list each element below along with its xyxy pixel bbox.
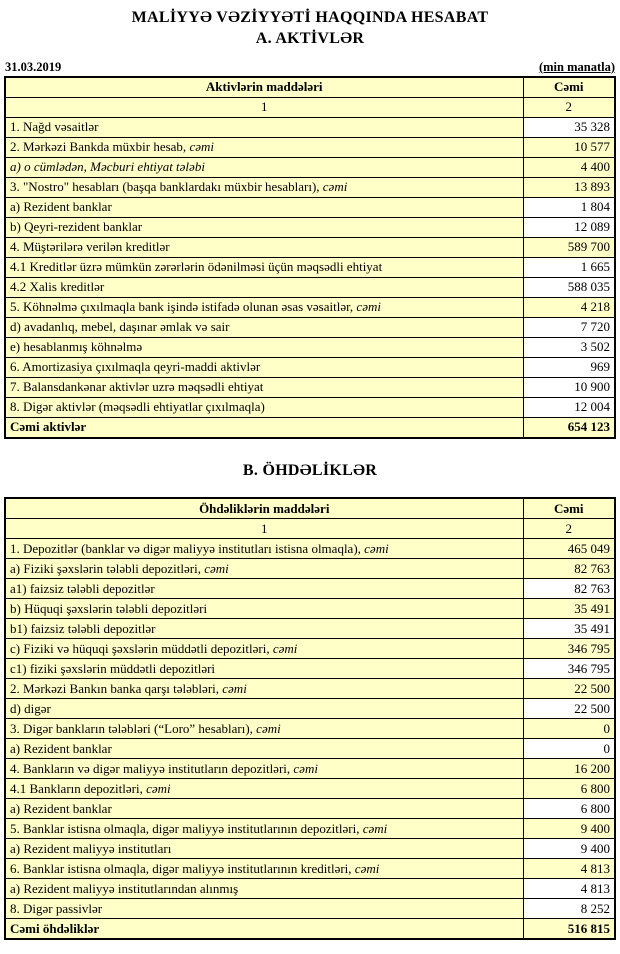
row-label: a) o cümlədən, Məcburi ehtiyat tələbi bbox=[5, 157, 523, 177]
table-row bbox=[5, 337, 615, 357]
row-value: 35 328 bbox=[523, 117, 615, 137]
row-value: 9 400 bbox=[523, 819, 615, 839]
liabilities-col-index-1: 1 bbox=[5, 519, 523, 539]
table-row bbox=[5, 779, 615, 799]
row-label: a) Fiziki şəxslərin tələbli depozitləri, cəmi bbox=[5, 559, 523, 579]
row-value: 35 491 bbox=[523, 619, 615, 639]
meta-row bbox=[5, 60, 615, 75]
table-row bbox=[5, 599, 615, 619]
row-value: 16 200 bbox=[523, 759, 615, 779]
assets-index-row bbox=[5, 97, 615, 117]
assets-col-header: Aktivlərin maddələri bbox=[5, 77, 523, 98]
table-row bbox=[5, 297, 615, 317]
row-value: 346 795 bbox=[523, 639, 615, 659]
table-row bbox=[5, 157, 615, 177]
table-row bbox=[5, 579, 615, 599]
table-row bbox=[5, 919, 615, 940]
row-label: d) digər bbox=[5, 699, 523, 719]
table-row bbox=[5, 899, 615, 919]
row-value: 13 893 bbox=[523, 177, 615, 197]
table-row bbox=[5, 257, 615, 277]
row-label: 3. "Nostro" hesabları (başqa banklardakı müxbir hesabları), cəmi bbox=[5, 177, 523, 197]
row-label: 4.1 Bankların depozitləri, cəmi bbox=[5, 779, 523, 799]
unit-note: (min manatla) bbox=[538, 59, 615, 74]
table-row bbox=[5, 357, 615, 377]
table-row bbox=[5, 719, 615, 739]
assets-header-row bbox=[5, 77, 615, 98]
table-row bbox=[5, 559, 615, 579]
row-value: 82 763 bbox=[523, 559, 615, 579]
table-row bbox=[5, 217, 615, 237]
row-label: 2. Mərkəzi Bankın banka qarşı tələbləri, cəmi bbox=[5, 679, 523, 699]
table-row bbox=[5, 679, 615, 699]
liabilities-index-row bbox=[5, 519, 615, 539]
row-value: 588 035 bbox=[523, 277, 615, 297]
row-value: 9 400 bbox=[523, 839, 615, 859]
row-value: 346 795 bbox=[523, 659, 615, 679]
row-value: 4 400 bbox=[523, 157, 615, 177]
table-row bbox=[5, 197, 615, 217]
assets-col-index-2: 2 bbox=[523, 97, 615, 117]
liabilities-header-row bbox=[5, 498, 615, 519]
row-label: 4. Müştərilərə verilən kreditlər bbox=[5, 237, 523, 257]
table-row bbox=[5, 619, 615, 639]
row-label: a) Rezident maliyyə institutlarından alınmış bbox=[5, 879, 523, 899]
table-row bbox=[5, 759, 615, 779]
row-value: 0 bbox=[523, 719, 615, 739]
liabilities-col-index-2: 2 bbox=[523, 519, 615, 539]
section-a-title: A. AKTİVLƏR bbox=[255, 29, 365, 47]
report-date: 31.03.2019 bbox=[5, 59, 62, 74]
row-value: 22 500 bbox=[523, 699, 615, 719]
assets-col-index-1: 1 bbox=[5, 97, 523, 117]
liabilities-table-body bbox=[5, 539, 615, 940]
section-b-title: B. ÖHDƏLİKLƏR bbox=[242, 461, 378, 479]
row-label: 1. Depozitlər (banklar və digər maliyyə institutları istisna olmaqla), cəmi bbox=[5, 539, 523, 559]
row-label: d) avadanlıq, mebel, daşınar əmlak və sair bbox=[5, 317, 523, 337]
table-row bbox=[5, 659, 615, 679]
row-value: 516 815 bbox=[523, 919, 615, 940]
row-value: 1 804 bbox=[523, 197, 615, 217]
assets-table-body bbox=[5, 117, 615, 438]
liabilities-table bbox=[4, 497, 616, 940]
row-value: 82 763 bbox=[523, 579, 615, 599]
liabilities-col-header: Öhdəliklərin maddələri bbox=[5, 498, 523, 519]
row-label: 8. Digər passivlər bbox=[5, 899, 523, 919]
row-label: b) Hüquqi şəxslərin tələbli depozitləri bbox=[5, 599, 523, 619]
row-value: 1 665 bbox=[523, 257, 615, 277]
table-row bbox=[5, 699, 615, 719]
table-row bbox=[5, 739, 615, 759]
row-value: 465 049 bbox=[523, 539, 615, 559]
row-value: 6 800 bbox=[523, 799, 615, 819]
row-label: Cəmi öhdəliklər bbox=[5, 919, 523, 940]
row-label: c) Fiziki və hüquqi şəxslərin müddətli depozitləri, cəmi bbox=[5, 639, 523, 659]
row-label: 6. Amortizasiya çıxılmaqla qeyri-maddi aktivlər bbox=[5, 357, 523, 377]
row-label: 3. Digər bankların tələbləri (“Loro” hesabları), cəmi bbox=[5, 719, 523, 739]
row-value: 8 252 bbox=[523, 899, 615, 919]
row-value: 969 bbox=[523, 357, 615, 377]
row-label: a) Rezident banklar bbox=[5, 197, 523, 217]
table-row bbox=[5, 639, 615, 659]
row-value: 3 502 bbox=[523, 337, 615, 357]
row-value: 589 700 bbox=[523, 237, 615, 257]
table-row bbox=[5, 417, 615, 438]
row-label: 6. Banklar istisna olmaqla, digər maliyyə institutlarının kreditləri, cəmi bbox=[5, 859, 523, 879]
table-row bbox=[5, 237, 615, 257]
table-row bbox=[5, 177, 615, 197]
row-label: Cəmi aktivlər bbox=[5, 417, 523, 438]
row-label: a) Rezident banklar bbox=[5, 799, 523, 819]
table-row bbox=[5, 117, 615, 137]
row-value: 10 900 bbox=[523, 377, 615, 397]
table-row bbox=[5, 859, 615, 879]
row-value: 0 bbox=[523, 739, 615, 759]
row-label: b) Qeyri-rezident banklar bbox=[5, 217, 523, 237]
row-label: 4.1 Kreditlər üzrə mümkün zərərlərin ödənilməsi üçün məqsədli ehtiyat bbox=[5, 257, 523, 277]
table-row bbox=[5, 819, 615, 839]
row-value: 654 123 bbox=[523, 417, 615, 438]
assets-total-col-header: Cəmi bbox=[523, 77, 615, 98]
table-row bbox=[5, 377, 615, 397]
report-title: MALİYYƏ VƏZİYYƏTİ HAQQINDA HESABAT bbox=[131, 9, 489, 26]
row-value: 12 004 bbox=[523, 397, 615, 417]
row-value: 4 218 bbox=[523, 297, 615, 317]
row-value: 10 577 bbox=[523, 137, 615, 157]
row-label: 2. Mərkəzi Bankda müxbir hesab, cəmi bbox=[5, 137, 523, 157]
row-value: 7 720 bbox=[523, 317, 615, 337]
row-value: 4 813 bbox=[523, 859, 615, 879]
row-label: 4.2 Xalis kreditlər bbox=[5, 277, 523, 297]
row-label: a) Rezident banklar bbox=[5, 739, 523, 759]
row-value: 22 500 bbox=[523, 679, 615, 699]
table-row bbox=[5, 137, 615, 157]
table-row bbox=[5, 879, 615, 899]
row-label: c1) fiziki şəxslərin müddətli depozitləri bbox=[5, 659, 523, 679]
row-value: 12 089 bbox=[523, 217, 615, 237]
row-label: 4. Bankların və digər maliyyə institutların depozitləri, cəmi bbox=[5, 759, 523, 779]
row-label: 5. Köhnəlmə çıxılmaqla bank işində istifadə olunan əsas vəsaitlər, cəmi bbox=[5, 297, 523, 317]
row-label: b1) faizsiz tələbli depozitlər bbox=[5, 619, 523, 639]
row-label: 5. Banklar istisna olmaqla, digər maliyyə institutlarının depozitləri, cəmi bbox=[5, 819, 523, 839]
table-row bbox=[5, 397, 615, 417]
assets-table bbox=[4, 76, 616, 439]
row-value: 4 813 bbox=[523, 879, 615, 899]
row-label: a1) faizsiz tələbli depozitlər bbox=[5, 579, 523, 599]
table-row bbox=[5, 539, 615, 559]
row-value: 35 491 bbox=[523, 599, 615, 619]
table-row bbox=[5, 799, 615, 819]
row-label: 1. Nağd vəsaitlər bbox=[5, 117, 523, 137]
row-label: a) Rezident maliyyə institutları bbox=[5, 839, 523, 859]
table-row bbox=[5, 839, 615, 859]
table-row bbox=[5, 277, 615, 297]
row-label: 7. Balansdankənar aktivlər uzrə məqsədli ehtiyat bbox=[5, 377, 523, 397]
liabilities-total-col-header: Cəmi bbox=[523, 498, 615, 519]
row-label: 8. Digər aktivlər (məqsədli ehtiyatlar çıxılmaqla) bbox=[5, 397, 523, 417]
row-label: e) hesablanmış köhnəlmə bbox=[5, 337, 523, 357]
table-row bbox=[5, 317, 615, 337]
row-value: 6 800 bbox=[523, 779, 615, 799]
